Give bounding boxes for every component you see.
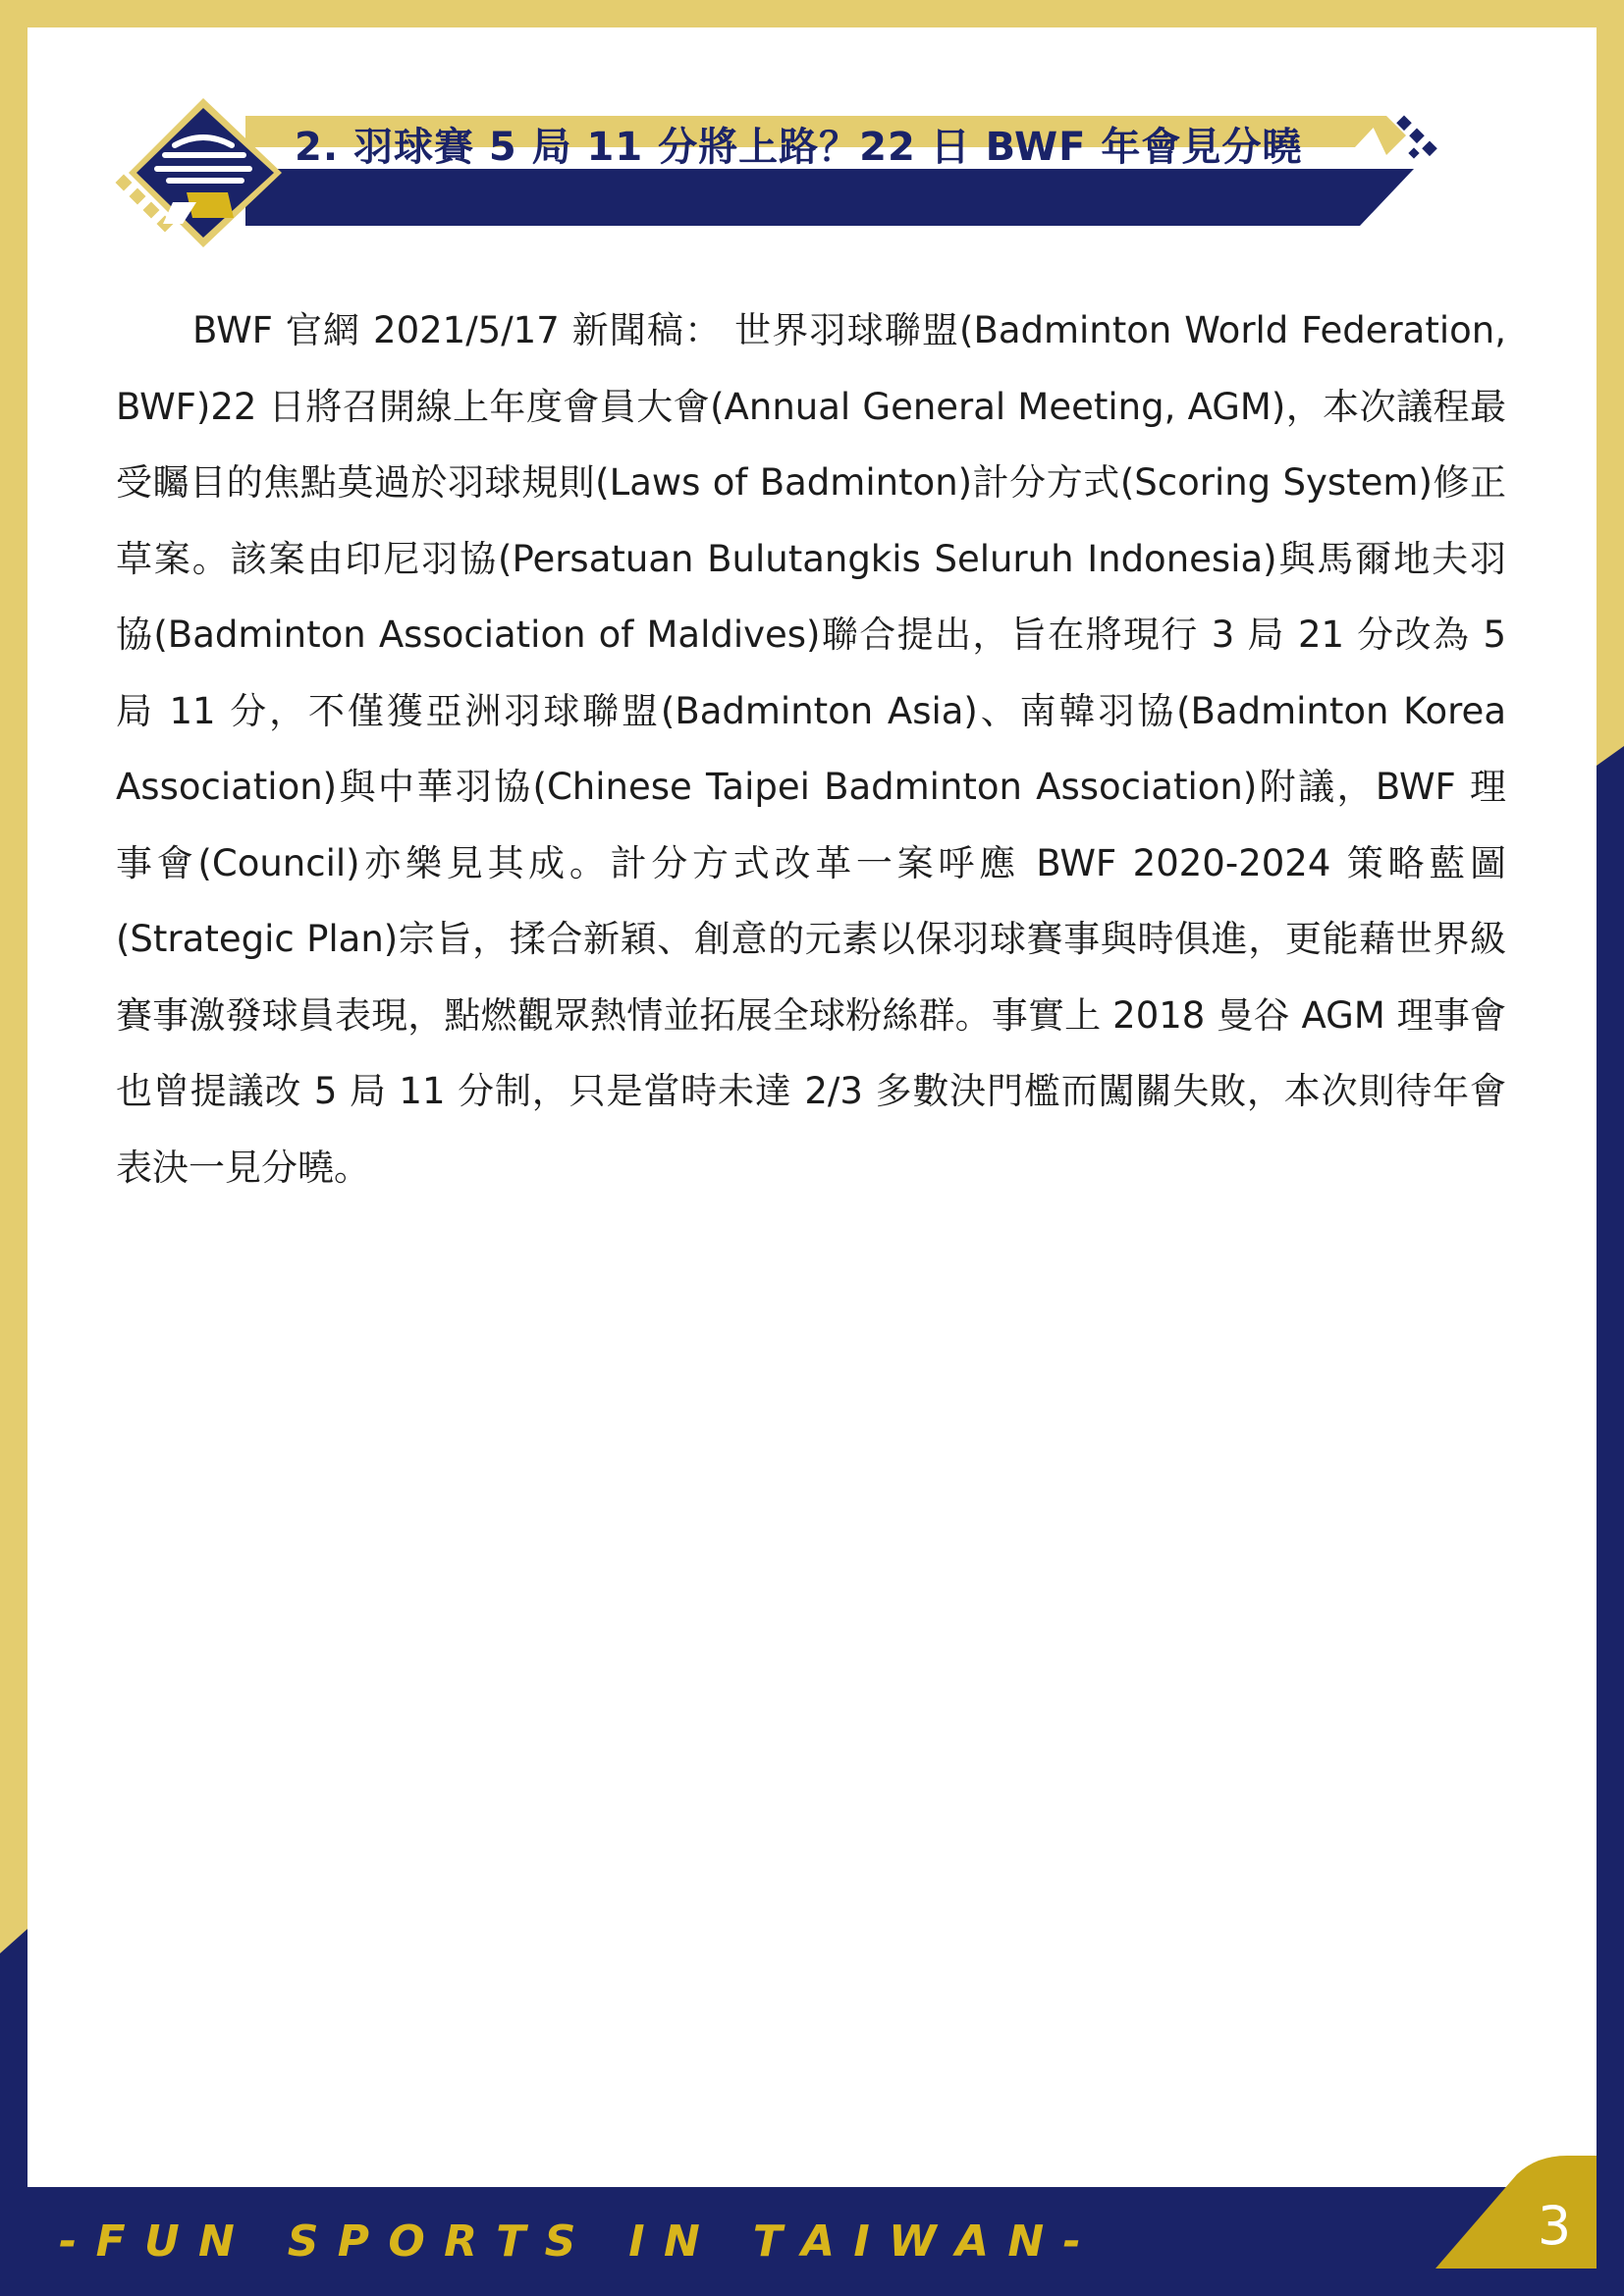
page-title: 2. 羽球賽 5 局 11 分將上路？22 日 BWF 年會見分曉 [295, 125, 1303, 170]
page-number: 3 [1537, 2195, 1572, 2257]
article-paragraph: BWF 官網 2021/5/17 新聞稿： 世界羽球聯盟(Badminton World Federation, BWF)22 日將召開線上年度會員大會(Annual General Meeting, AGM)，本次議程最受矚目的焦點莫過於羽球規則(Laws of Badminton)計分方式(Scoring System)修正草案。該案由印尼羽協(Persatuan Bulutangkis Seluruh Indonesia)與馬爾地夫羽協(Badminton Association of Maldives)聯合提出，旨在將現行 3 局 21 分改為 5 局 11 分，不僅獲亞洲羽球聯盟(Badminton Asia)、南韓羽協(Badminton Korea Association)與中華羽協(Chinese Taipei Badminton Association)附議，BWF 理事會(Council)亦樂見其成。計分方式改革一案呼應 BWF 2020-2024 策略藍圖(Strategic Plan)宗旨，揉合新穎、創意的元素以保羽球賽事與時俱進，更能藉世界級賽事激發球員表現，點燃觀眾熱情並拓展全球粉絲群。事實上 2018 曼谷 AGM 理事會也曾提議改 5 局 11 分制，只是當時未達 2/3 多數決門檻而闖關失敗，本次則待年會表決一見分曉。 [116, 309, 1506, 1189]
footer-slogan: - F U N S P O R T S I N T A I W A N - [59, 2216, 1083, 2267]
right-navy-wedge [1597, 746, 1624, 2296]
